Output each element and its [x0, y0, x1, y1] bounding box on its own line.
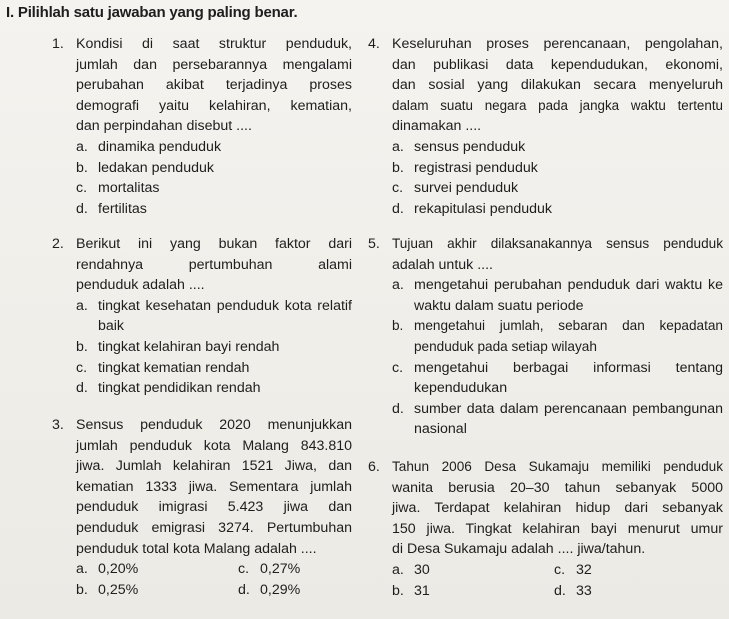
question-stem: [392, 234, 723, 275]
stem-line: penduduk total kota Malang adalah ....: [76, 540, 317, 557]
stem-line: adalah untuk ....: [392, 256, 493, 273]
question-5: [368, 234, 723, 440]
options-grid: [76, 559, 352, 600]
stem-line: penduduk adalah ....: [76, 277, 205, 294]
question-number: 5.: [368, 236, 380, 252]
stem-line: di Desa Sukamaju adalah .... jiwa/tahun.: [392, 541, 646, 558]
stem-line: dan perpindahan disebut ....: [76, 118, 252, 135]
option-b[interactable]: b. 0,25%: [76, 581, 139, 598]
question-3: [52, 415, 352, 600]
option-d[interactable]: d. 0,29%: [238, 581, 301, 598]
option-d[interactable]: d. tingkat pendidikan rendah: [76, 380, 261, 397]
question-stem: [392, 34, 723, 137]
stem-line: perubahan akibat terjadinya proses: [76, 77, 352, 94]
option-a[interactable]: a. 0,20%: [76, 561, 139, 578]
options-list: [76, 296, 352, 399]
option-b[interactable]: b. tingkat kelahiran bayi rendah: [76, 338, 280, 355]
question-number: 4.: [368, 36, 380, 52]
stem-line: jumlah dan persebarannya mengalami: [76, 56, 352, 73]
stem-line: penduduk emigrasi 3274. Pertumbuhan: [76, 519, 352, 536]
options-list: [76, 137, 352, 219]
stem-line: dinamakan ....: [392, 118, 482, 135]
question-stem: [76, 415, 352, 559]
stem-line: dan sosial yang dilakukan secara menyeluruh: [392, 77, 723, 94]
stem-line: Keseluruhan proses perencanaan, pengolahan,: [392, 36, 723, 52]
stem-line: Berikut ini yang bukan faktor dari: [76, 236, 352, 252]
option-c[interactable]: c. mortalitas: [76, 180, 160, 197]
stem-line: jumlah penduduk kota Malang 843.810: [76, 437, 352, 454]
option-d[interactable]: d. sumber data dalam perencanaan pembangunan nasional: [392, 400, 723, 438]
option-c[interactable]: c. tingkat kematian rendah: [76, 359, 250, 376]
option-d[interactable]: d. 33: [554, 582, 592, 599]
option-a[interactable]: a. mengetahui perubahan penduduk dari waktu ke waktu dalam suatu periode: [392, 277, 723, 314]
question-4: [368, 34, 723, 219]
question-6: [368, 457, 723, 601]
option-a[interactable]: a. sensus penduduk: [392, 138, 526, 155]
stem-line: kematian 1333 jiwa. Sementara jumlah: [76, 478, 352, 495]
options-grid: [392, 560, 723, 601]
option-b[interactable]: b. mengetahui jumlah, sebaran dan kepadatan penduduk pada setiap wilayah: [392, 318, 723, 354]
question-1: [52, 34, 352, 219]
stem-line: rendahnya pertumbuhan alami: [76, 256, 352, 273]
option-a[interactable]: a. 30: [392, 561, 430, 578]
stem-line: wanita berusia 20–30 tahun sebanyak 5000: [392, 479, 723, 496]
question-number: 6.: [368, 459, 380, 475]
stem-line: demografi yaitu kelahiran, kematian,: [76, 97, 352, 114]
option-c[interactable]: c. 0,27%: [238, 561, 301, 578]
stem-line: penduduk imigrasi 5.423 jiwa dan: [76, 499, 352, 516]
question-2: [52, 234, 352, 399]
option-c[interactable]: c. 32: [554, 561, 592, 578]
option-d[interactable]: d. rekapitulasi penduduk: [392, 200, 553, 217]
options-list: [392, 137, 723, 219]
option-d[interactable]: d. fertilitas: [76, 200, 147, 217]
question-stem: [76, 34, 352, 137]
question-number: 3.: [52, 417, 64, 433]
question-stem: [76, 234, 352, 296]
stem-line: Tujuan akhir dilaksanakannya sensus penduduk: [392, 236, 723, 251]
options-list: [392, 275, 723, 440]
option-a[interactable]: a. dinamika penduduk: [76, 138, 222, 155]
stem-line: dalam suatu negara pada jangka waktu tertentu: [392, 97, 723, 113]
stem-line: jiwa. Terdapat kelahiran hidup dari sebanyak: [392, 500, 723, 517]
stem-line: 150 jiwa. Tingkat kelahiran bayi menurut umur: [392, 520, 723, 537]
option-a[interactable]: a. tingkat kesehatan penduduk kota relatif baik: [76, 297, 352, 335]
section-heading: I. Pilihlah satu jawaban yang paling benar.: [6, 4, 298, 21]
question-number: 1.: [52, 36, 64, 52]
option-c[interactable]: c. mengetahui berbagai informasi tentang kependudukan: [392, 359, 723, 397]
stem-line: jiwa. Jumlah kelahiran 1521 Jiwa, dan: [76, 458, 352, 475]
option-b[interactable]: b. ledakan penduduk: [76, 159, 214, 176]
option-c[interactable]: c. survei penduduk: [392, 180, 519, 197]
option-b[interactable]: b. 31: [392, 582, 430, 599]
stem-line: Sensus penduduk 2020 menunjukkan: [76, 417, 352, 433]
stem-line: dan publikasi data kependudukan, ekonomi,: [392, 56, 723, 73]
stem-line: Tahun 2006 Desa Sukamaju memiliki penduduk: [392, 459, 723, 474]
stem-line: Kondisi di saat struktur penduduk,: [76, 36, 352, 52]
option-b[interactable]: b. registrasi penduduk: [392, 159, 538, 176]
question-number: 2.: [52, 236, 64, 252]
question-stem: [392, 457, 723, 560]
